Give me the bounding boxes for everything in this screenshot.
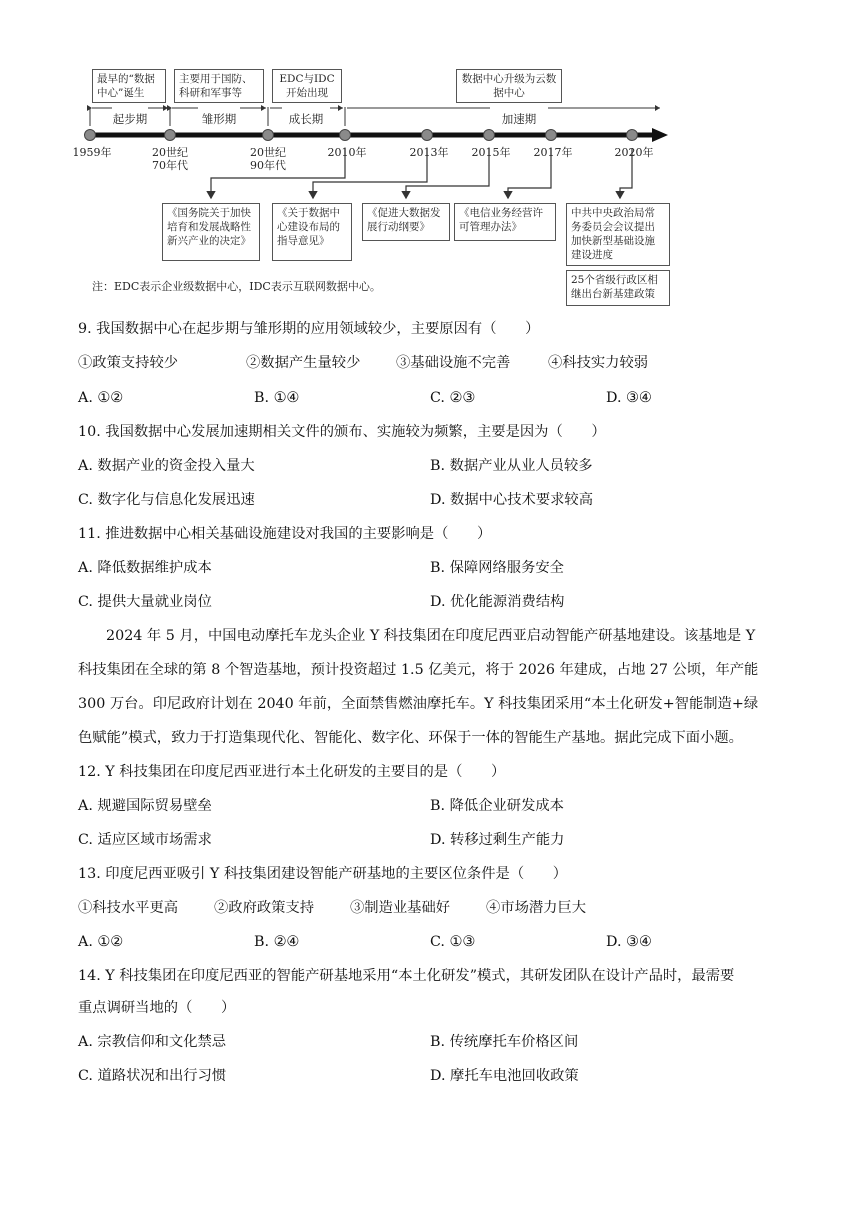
q14-option-a: A. 宗教信仰和文化禁忌 (78, 1034, 227, 1050)
year-label-2020: 2020年 (614, 146, 654, 159)
passage-line-3: 300 万台。印尼政府计划在 2040 年前，全面禁售燃油摩托车。Y 科技集团采用“本土化研发+智能制造+绿 (78, 696, 759, 712)
q12-option-c: C. 适应区域市场需求 (78, 832, 212, 848)
q10-option-c: C. 数字化与信息化发展迅速 (78, 492, 255, 508)
passage-line-1: 2024 年 5 月，中国电动摩托车龙头企业 Y 科技集团在印度尼西亚启动智能产研基地建设。该基地是 Y (106, 628, 756, 644)
doc-box-state-council-decision-text: 《国务院关于加快培育和发展战略性新兴产业的决定》 (167, 207, 251, 247)
doc-box-state-council-decision (162, 203, 260, 261)
q12-option-d: D. 转移过剩生产能力 (430, 832, 565, 848)
box-earliest-data-center (92, 69, 166, 103)
timeline-diagram (0, 0, 860, 310)
phase-label-growth: 成长期 (288, 112, 324, 126)
q13-stem: 13. 印度尼西亚吸引 Y 科技集团建设智能产研基地的主要区位条件是（ ） (78, 866, 568, 882)
q14-option-b: B. 传统摩托车价格区间 (430, 1034, 579, 1050)
doc-box-telecom-license (454, 203, 556, 241)
q12-option-b: B. 降低企业研发成本 (430, 798, 564, 814)
doc-box-telecom-license-text: 《电信业务经营许可管理办法》 (459, 207, 543, 233)
q9-item-2: ②数据产生量较少 (246, 355, 361, 371)
box-edc-idc-text: EDC与IDC开始出现 (279, 73, 335, 99)
q9-option-d: D. ③④ (606, 390, 652, 406)
q11-option-d: D. 优化能源消费结构 (430, 594, 565, 610)
doc-box-layout-guidance (272, 203, 352, 261)
passage-line-4: 色赋能”模式，致力于打造集现代化、智能化、数字化、环保于一体的智能生产基地。据此完成下面小题。 (78, 730, 743, 746)
q13-option-d: D. ③④ (606, 934, 652, 950)
q12-option-a: A. 规避国际贸易壁垒 (78, 798, 212, 814)
doc-box-provincial-policies (566, 270, 670, 306)
q10-option-b: B. 数据产业从业人员较多 (430, 458, 593, 474)
doc-box-big-data-outline-text: 《促进大数据发展行动纲要》 (367, 207, 441, 233)
axis-arrow-icon (652, 128, 668, 142)
q14-stem-line-1: 14. Y 科技集团在印度尼西亚的智能产研基地采用“本土化研发”模式，其研发团队在设计产品时，最需要 (78, 968, 735, 984)
year-label-2013: 2013年 (409, 146, 449, 159)
box-cloud-upgrade (456, 69, 562, 103)
phase-label-embryo: 雏形期 (201, 112, 237, 126)
year-label-2010: 2010年 (327, 146, 367, 159)
q13-item-3: ③制造业基础好 (350, 900, 451, 916)
phase-label-acceleration: 加速期 (501, 112, 537, 126)
q13-option-a: A. ①② (78, 934, 124, 950)
q11-option-c: C. 提供大量就业岗位 (78, 594, 212, 610)
year-label-2015: 2015年 (471, 146, 511, 159)
passage-line-2: 科技集团在全球的第 8 个智造基地，预计投资超过 1.5 亿美元，将于 2026 年建成，占地 27 公顷，年产能 (78, 662, 759, 678)
diagram-note: 注：EDC表示企业级数据中心，IDC表示互联网数据中心。 (92, 280, 381, 293)
q9-item-1: ①政策支持较少 (78, 355, 179, 371)
q10-stem: 10. 我国数据中心发展加速期相关文件的颁布、实施较为频繁，主要是因为（ ） (78, 424, 606, 440)
doc-box-provincial-policies-text: 25个省级行政区相继出台新基建政策 (571, 274, 658, 300)
q14-option-d: D. 摩托车电池回收政策 (430, 1068, 579, 1084)
box-earliest-data-center-text: 最早的“数据中心”诞生 (97, 73, 155, 99)
q9-item-3: ③基础设施不完善 (396, 355, 511, 371)
q9-option-b: B. ①④ (254, 390, 300, 406)
box-cloud-upgrade-text: 数据中心升级为云数据中心 (461, 73, 557, 99)
q14-stem-line-2: 重点调研当地的（ ） (78, 1000, 236, 1016)
q13-item-2: ②政府政策支持 (214, 900, 315, 916)
year-label-1990s: 20世纪90年代 (250, 146, 286, 172)
q13-option-b: B. ②④ (254, 934, 300, 950)
doc-box-big-data-outline (362, 203, 450, 241)
q14-option-c: C. 道路状况和出行习惯 (78, 1068, 227, 1084)
box-main-use-text: 主要用于国防、科研和军事等 (179, 73, 253, 99)
box-main-use (174, 69, 264, 103)
q11-option-a: A. 降低数据维护成本 (78, 560, 212, 576)
phase-label-startup: 起步期 (112, 112, 148, 126)
year-label-1959: 1959年 (72, 146, 112, 159)
q9-option-a: A. ①② (78, 390, 124, 406)
q9-option-c: C. ②③ (430, 390, 476, 406)
q10-option-d: D. 数据中心技术要求较高 (430, 492, 594, 508)
q10-option-a: A. 数据产业的资金投入量大 (78, 458, 255, 474)
q11-option-b: B. 保障网络服务安全 (430, 560, 564, 576)
year-label-2017: 2017年 (533, 146, 573, 159)
doc-box-politburo-meeting (566, 203, 670, 266)
q13-option-c: C. ①③ (430, 934, 476, 950)
year-label-1970s: 20世纪70年代 (152, 146, 188, 172)
q9-stem: 9. 我国数据中心在起步期与雏形期的应用领域较少，主要原因有（ ） (78, 321, 540, 337)
q11-stem: 11. 推进数据中心相关基础设施建设对我国的主要影响是（ ） (78, 526, 492, 542)
doc-box-layout-guidance-text: 《关于数据中心建设布局的指导意见》 (277, 207, 340, 247)
q13-item-1: ①科技水平更高 (78, 900, 179, 916)
q13-item-4: ④市场潜力巨大 (486, 900, 587, 916)
doc-box-politburo-meeting-text: 中共中央政治局常务委员会会议提出加快新型基础设施建设进度 (571, 207, 655, 261)
q9-item-4: ④科技实力较弱 (548, 355, 649, 371)
q12-stem: 12. Y 科技集团在印度尼西亚进行本土化研发的主要目的是（ ） (78, 764, 506, 780)
box-edc-idc (272, 69, 342, 103)
